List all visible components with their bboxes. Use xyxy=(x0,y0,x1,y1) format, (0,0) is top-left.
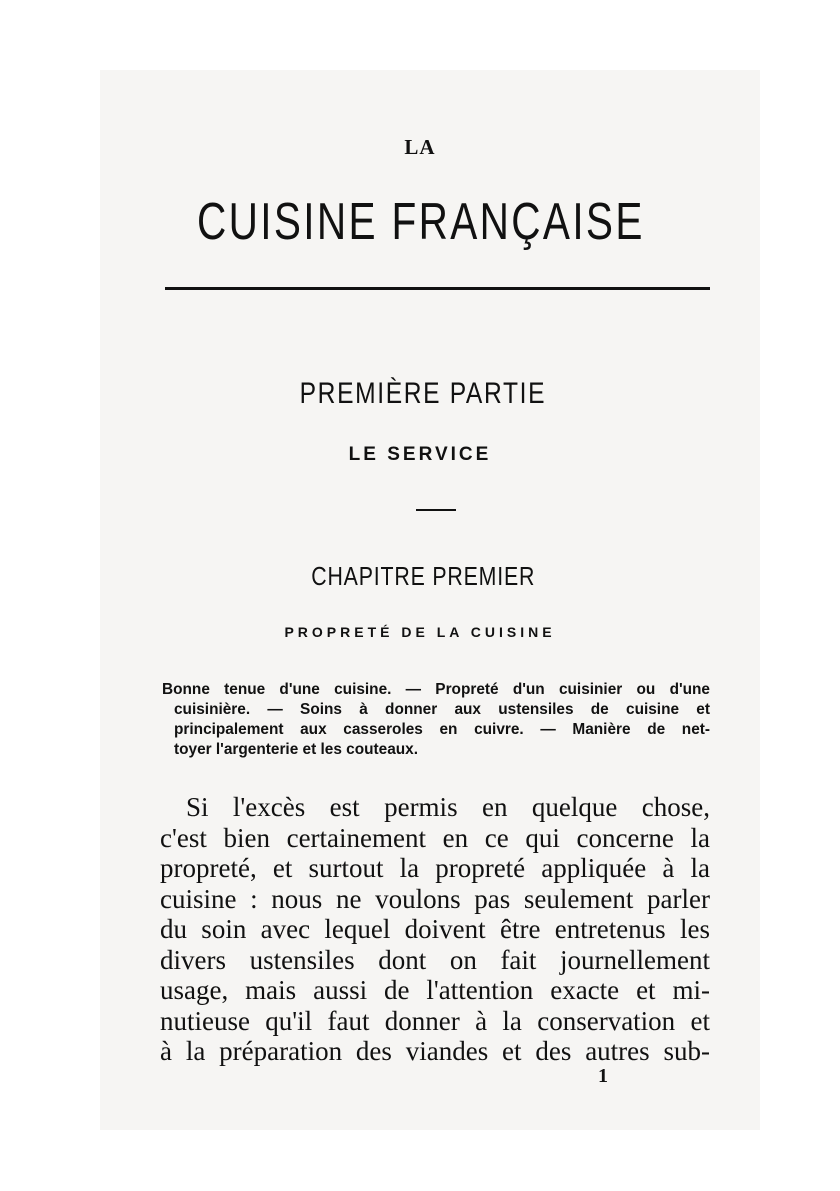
body-line: c'est bien certainement en ce qui concerne la xyxy=(160,822,710,853)
body-line: Si l'excès est permis en quelque chose, xyxy=(186,792,710,822)
book-title: CUISINE FRANÇAISE xyxy=(197,193,645,251)
body-line: propreté, et surtout la propreté appliquée à la xyxy=(160,853,710,883)
part-title: PREMIÈRE PARTIE xyxy=(299,377,547,410)
chapter-title: CHAPITRE PREMIER xyxy=(311,561,536,591)
body-line: divers ustensiles dont on fait journellement xyxy=(160,944,710,975)
title-rule xyxy=(165,287,710,290)
body-line: cuisine : nous ne voulons pas seulement parler xyxy=(160,883,710,914)
part-subtitle: LE SERVICE xyxy=(348,444,492,465)
body-text xyxy=(160,792,710,1067)
section-divider xyxy=(416,509,456,511)
summary-line: cuisinière. — Soins à donner aux ustensiles de cuisine et xyxy=(174,701,710,718)
body-line: usage, mais aussi de l'attention exacte et mi- xyxy=(160,975,710,1005)
body-line: du soin avec lequel doivent être entretenus les xyxy=(160,914,710,944)
chapter-subtitle: PROPRETÉ DE LA CUISINE xyxy=(284,624,556,640)
header-article: LA xyxy=(404,135,436,159)
summary-line: toyer l'argenterie et les couteaux. xyxy=(174,741,419,758)
body-line: nutieuse qu'il faut donner à la conservation et xyxy=(160,1005,710,1036)
chapter-summary xyxy=(162,680,710,760)
summary-line: Bonne tenue d'une cuisine. — Propreté d'un cuisinier ou d'une xyxy=(162,681,710,698)
summary-line: principalement aux casseroles en cuivre. — Manière de net- xyxy=(174,721,710,738)
page-number: 1 xyxy=(598,1065,608,1087)
body-line: à la préparation des viandes et des autres sub- xyxy=(160,1036,710,1066)
